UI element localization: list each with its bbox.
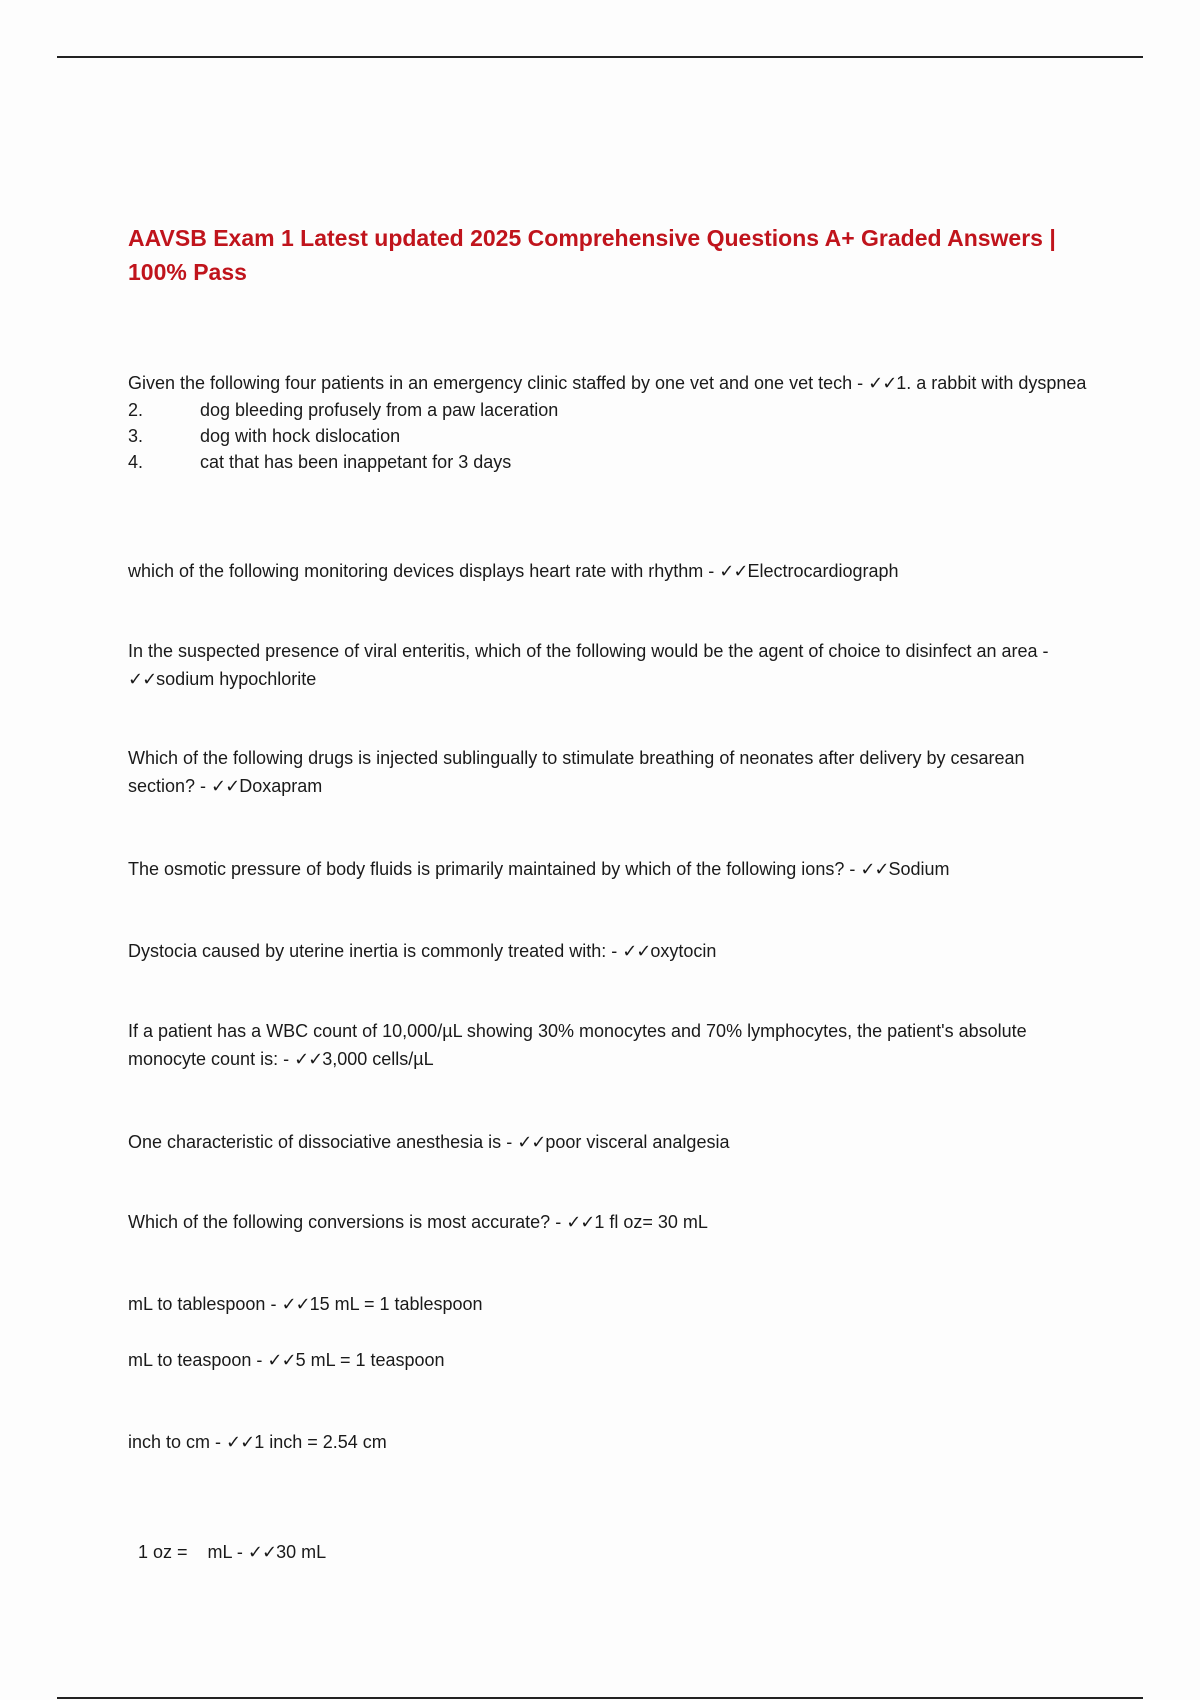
double-check-icon: ✓✓ bbox=[211, 776, 240, 796]
double-check-icon: ✓✓ bbox=[622, 941, 651, 961]
answer-text: Sodium bbox=[888, 859, 950, 879]
question-text: In the suspected presence of viral enteritis, which of the following would be the agent of choice to disinfect an area bbox=[128, 641, 1038, 661]
double-check-icon: ✓✓ bbox=[247, 1542, 277, 1562]
question-text: Given the following four patients in an emergency clinic staffed by one vet and one vet tech bbox=[128, 373, 853, 393]
qa-item-13 bbox=[128, 1510, 1088, 1566]
header-rule bbox=[57, 56, 1143, 58]
question-text: Which of the following conversions is most accurate? bbox=[128, 1212, 551, 1232]
answer-text: 15 mL = 1 tablespoon bbox=[309, 1294, 483, 1314]
answer-text: oxytocin bbox=[650, 941, 717, 961]
answer-text: 5 mL = 1 teaspoon bbox=[295, 1350, 445, 1370]
separator: - bbox=[501, 1132, 518, 1152]
answer-text: 1 fl oz= 30 mL bbox=[594, 1212, 708, 1232]
double-check-icon: ✓✓ bbox=[128, 669, 157, 689]
double-check-icon: ✓✓ bbox=[226, 1432, 255, 1452]
qa-item-11 bbox=[128, 1346, 1088, 1374]
separator: - bbox=[606, 941, 623, 961]
list-text: cat that has been inappetant for 3 days bbox=[200, 452, 512, 472]
document-title: AAVSB Exam 1 Latest updated 2025 Comprehensive Questions A+ Graded Answers | 100% Pass bbox=[128, 225, 1056, 285]
separator: - bbox=[231, 1542, 248, 1562]
qa-item-5 bbox=[128, 855, 1088, 883]
question-text: 1 oz = mL bbox=[138, 1542, 232, 1562]
qa-item-10 bbox=[128, 1290, 1088, 1318]
answer-text: 1 inch = 2.54 cm bbox=[254, 1432, 387, 1452]
qa-item-1 bbox=[128, 369, 1088, 475]
double-check-icon: ✓✓ bbox=[868, 373, 897, 393]
question-text: Which of the following drugs is injected sublingually to stimulate breathing of neonates after delivery by cesarean section? bbox=[128, 748, 1025, 796]
list-item bbox=[128, 449, 1088, 475]
question-text: mL to tablespoon bbox=[128, 1294, 266, 1314]
qa-item-4 bbox=[128, 744, 1088, 800]
double-check-icon: ✓✓ bbox=[719, 561, 748, 581]
double-check-icon: ✓✓ bbox=[267, 1350, 296, 1370]
answer-text: poor visceral analgesia bbox=[545, 1132, 730, 1152]
double-check-icon: ✓✓ bbox=[566, 1212, 595, 1232]
double-check-icon: ✓✓ bbox=[281, 1294, 310, 1314]
list-number: 3. bbox=[128, 426, 144, 446]
list-number: 2. bbox=[128, 400, 144, 420]
answer-text: Doxapram bbox=[239, 776, 323, 796]
answer-text: 1. a rabbit with dyspnea bbox=[896, 373, 1087, 393]
qa-item-2 bbox=[128, 557, 1088, 585]
double-check-icon: ✓✓ bbox=[294, 1049, 323, 1069]
separator: - bbox=[251, 1350, 268, 1370]
list-item bbox=[128, 423, 1088, 449]
separator: - bbox=[703, 561, 720, 581]
separator: - bbox=[195, 776, 212, 796]
separator: - bbox=[1037, 641, 1049, 661]
answer-text: sodium hypochlorite bbox=[156, 669, 317, 689]
list-number: 4. bbox=[128, 452, 144, 472]
answer-text: 3,000 cells/µL bbox=[322, 1049, 434, 1069]
qa-item-3 bbox=[128, 637, 1088, 693]
separator: - bbox=[844, 859, 861, 879]
list-item bbox=[128, 397, 1088, 423]
separator: - bbox=[210, 1432, 227, 1452]
qa-item-7 bbox=[128, 1017, 1088, 1073]
qa-item-6 bbox=[128, 937, 1088, 965]
question-text: inch to cm bbox=[128, 1432, 211, 1452]
double-check-icon: ✓✓ bbox=[860, 859, 889, 879]
list-text: dog bleeding profusely from a paw laceration bbox=[200, 400, 559, 420]
separator: - bbox=[852, 373, 869, 393]
question-text: mL to teaspoon bbox=[128, 1350, 252, 1370]
separator: - bbox=[265, 1294, 282, 1314]
question-text: The osmotic pressure of body fluids is primarily maintained by which of the following ions? bbox=[128, 859, 845, 879]
answer-text: Electrocardiograph bbox=[747, 561, 899, 581]
question-text: One characteristic of dissociative anesthesia is bbox=[128, 1132, 502, 1152]
question-text: which of the following monitoring devices displays heart rate with rhythm bbox=[128, 561, 704, 581]
qa-item-8 bbox=[128, 1128, 1088, 1156]
question-text: Dystocia caused by uterine inertia is commonly treated with: bbox=[128, 941, 607, 961]
footer-rule bbox=[57, 1697, 1143, 1699]
double-check-icon: ✓✓ bbox=[517, 1132, 546, 1152]
question-text: If a patient has a WBC count of 10,000/µL showing 30% monocytes and 70% lymphocytes, the patient's absolute monocyte count is: bbox=[128, 1021, 1027, 1069]
qa-item-12 bbox=[128, 1428, 1088, 1456]
separator: - bbox=[278, 1049, 295, 1069]
qa-item-9 bbox=[128, 1208, 1088, 1236]
answer-text: 30 mL bbox=[276, 1542, 327, 1562]
separator: - bbox=[550, 1212, 567, 1232]
list-text: dog with hock dislocation bbox=[200, 426, 401, 446]
